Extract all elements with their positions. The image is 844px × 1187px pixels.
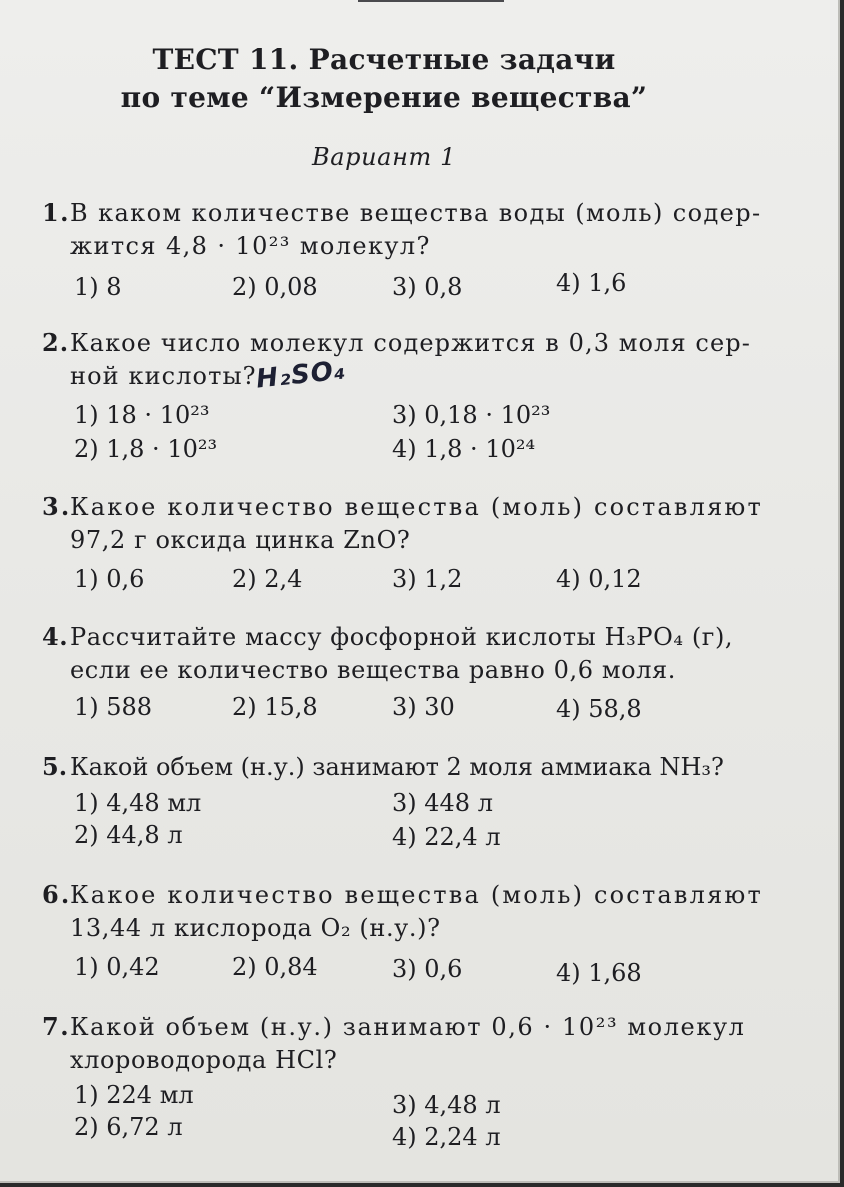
test-topic: по теме “Измерение вещества” [120, 81, 648, 114]
answer-option: 3) 30 [392, 693, 455, 721]
question-number: 5. [42, 752, 68, 781]
top-rule [358, 0, 504, 2]
answer-option: 4) 1,6 [556, 269, 627, 297]
question-text: жится 4,8 · 10²³ молекул? [70, 232, 431, 260]
question-2 [42, 326, 757, 393]
question-text: В каком количестве вещества воды (моль) содер- [70, 199, 762, 227]
answer-option: 3) 4,48 л [392, 1091, 501, 1119]
question-text: Какое число молекул содержится в 0,3 моля сер- [70, 329, 751, 357]
answer-option: 3) 0,6 [392, 955, 463, 983]
question-6 [42, 878, 764, 945]
question-7 [42, 1010, 757, 1077]
question-text: ной кислоты? [70, 362, 257, 390]
answer-option: 1) 224 мл [74, 1081, 194, 1109]
question-number: 7. [42, 1012, 71, 1041]
question-4 [42, 620, 757, 687]
question-1 [42, 196, 762, 263]
answer-option: 4) 22,4 л [392, 823, 501, 851]
answer-option: 2) 0,08 [232, 273, 318, 301]
question-number: 6. [42, 880, 72, 909]
answer-option: 2) 15,8 [232, 693, 318, 721]
answer-option: 2) 1,8 · 10²³ [74, 435, 218, 463]
question-number: 3. [42, 492, 72, 521]
question-text: 13,44 л кислорода O₂ (н.у.)? [70, 914, 441, 942]
answer-option: 1) 4,48 мл [74, 789, 202, 817]
answer-option: 3) 448 л [392, 789, 493, 817]
question-number: 2. [42, 328, 70, 357]
answer-option: 2) 6,72 л [74, 1113, 183, 1141]
question-text: 97,2 г оксида цинка ZnO? [70, 526, 411, 554]
question-text: Какой объем (н.у.) занимают 0,6 · 10²³ молекул [70, 1013, 746, 1041]
test-title: ТЕСТ 11. Расчетные задачи [152, 43, 616, 76]
question-text: Какое количество вещества (моль) составляют [70, 881, 764, 909]
question-text: Какое количество вещества (моль) составляют [70, 493, 764, 521]
question-text: Рассчитайте массу фосфорной кислоты H₃PO₄ (г), [70, 623, 734, 651]
answer-option: 4) 58,8 [556, 695, 642, 723]
answer-option: 1) 588 [74, 693, 153, 721]
answer-option: 4) 2,24 л [392, 1123, 501, 1151]
answer-option: 2) 2,4 [232, 565, 303, 593]
answer-option: 2) 44,8 л [74, 821, 183, 849]
question-3 [42, 490, 764, 557]
handwritten-formula: H₂SO₄ [254, 355, 348, 395]
question-5 [42, 750, 757, 784]
variant-label: Вариант 1 [312, 143, 456, 171]
answer-option: 4) 1,68 [556, 959, 642, 987]
answer-option: 1) 0,6 [74, 565, 145, 593]
question-text: хлороводорода HCl? [70, 1046, 338, 1074]
answer-option: 3) 0,18 · 10²³ [392, 401, 551, 429]
question-number: 1. [42, 198, 70, 227]
answer-option: 1) 0,42 [74, 953, 160, 981]
question-text: если ее количество вещества равно 0,6 моля. [70, 656, 677, 684]
answer-option: 4) 0,12 [556, 565, 642, 593]
answer-option: 3) 1,2 [392, 565, 463, 593]
question-number: 4. [42, 622, 69, 651]
answer-option: 4) 1,8 · 10²⁴ [392, 435, 536, 463]
answer-option: 3) 0,8 [392, 273, 463, 301]
answer-option: 2) 0,84 [232, 953, 318, 981]
answer-option: 1) 8 [74, 273, 122, 301]
question-text: Какой объем (н.у.) занимают 2 моля аммиака NH₃? [70, 753, 724, 781]
answer-option: 1) 18 · 10²³ [74, 401, 210, 429]
